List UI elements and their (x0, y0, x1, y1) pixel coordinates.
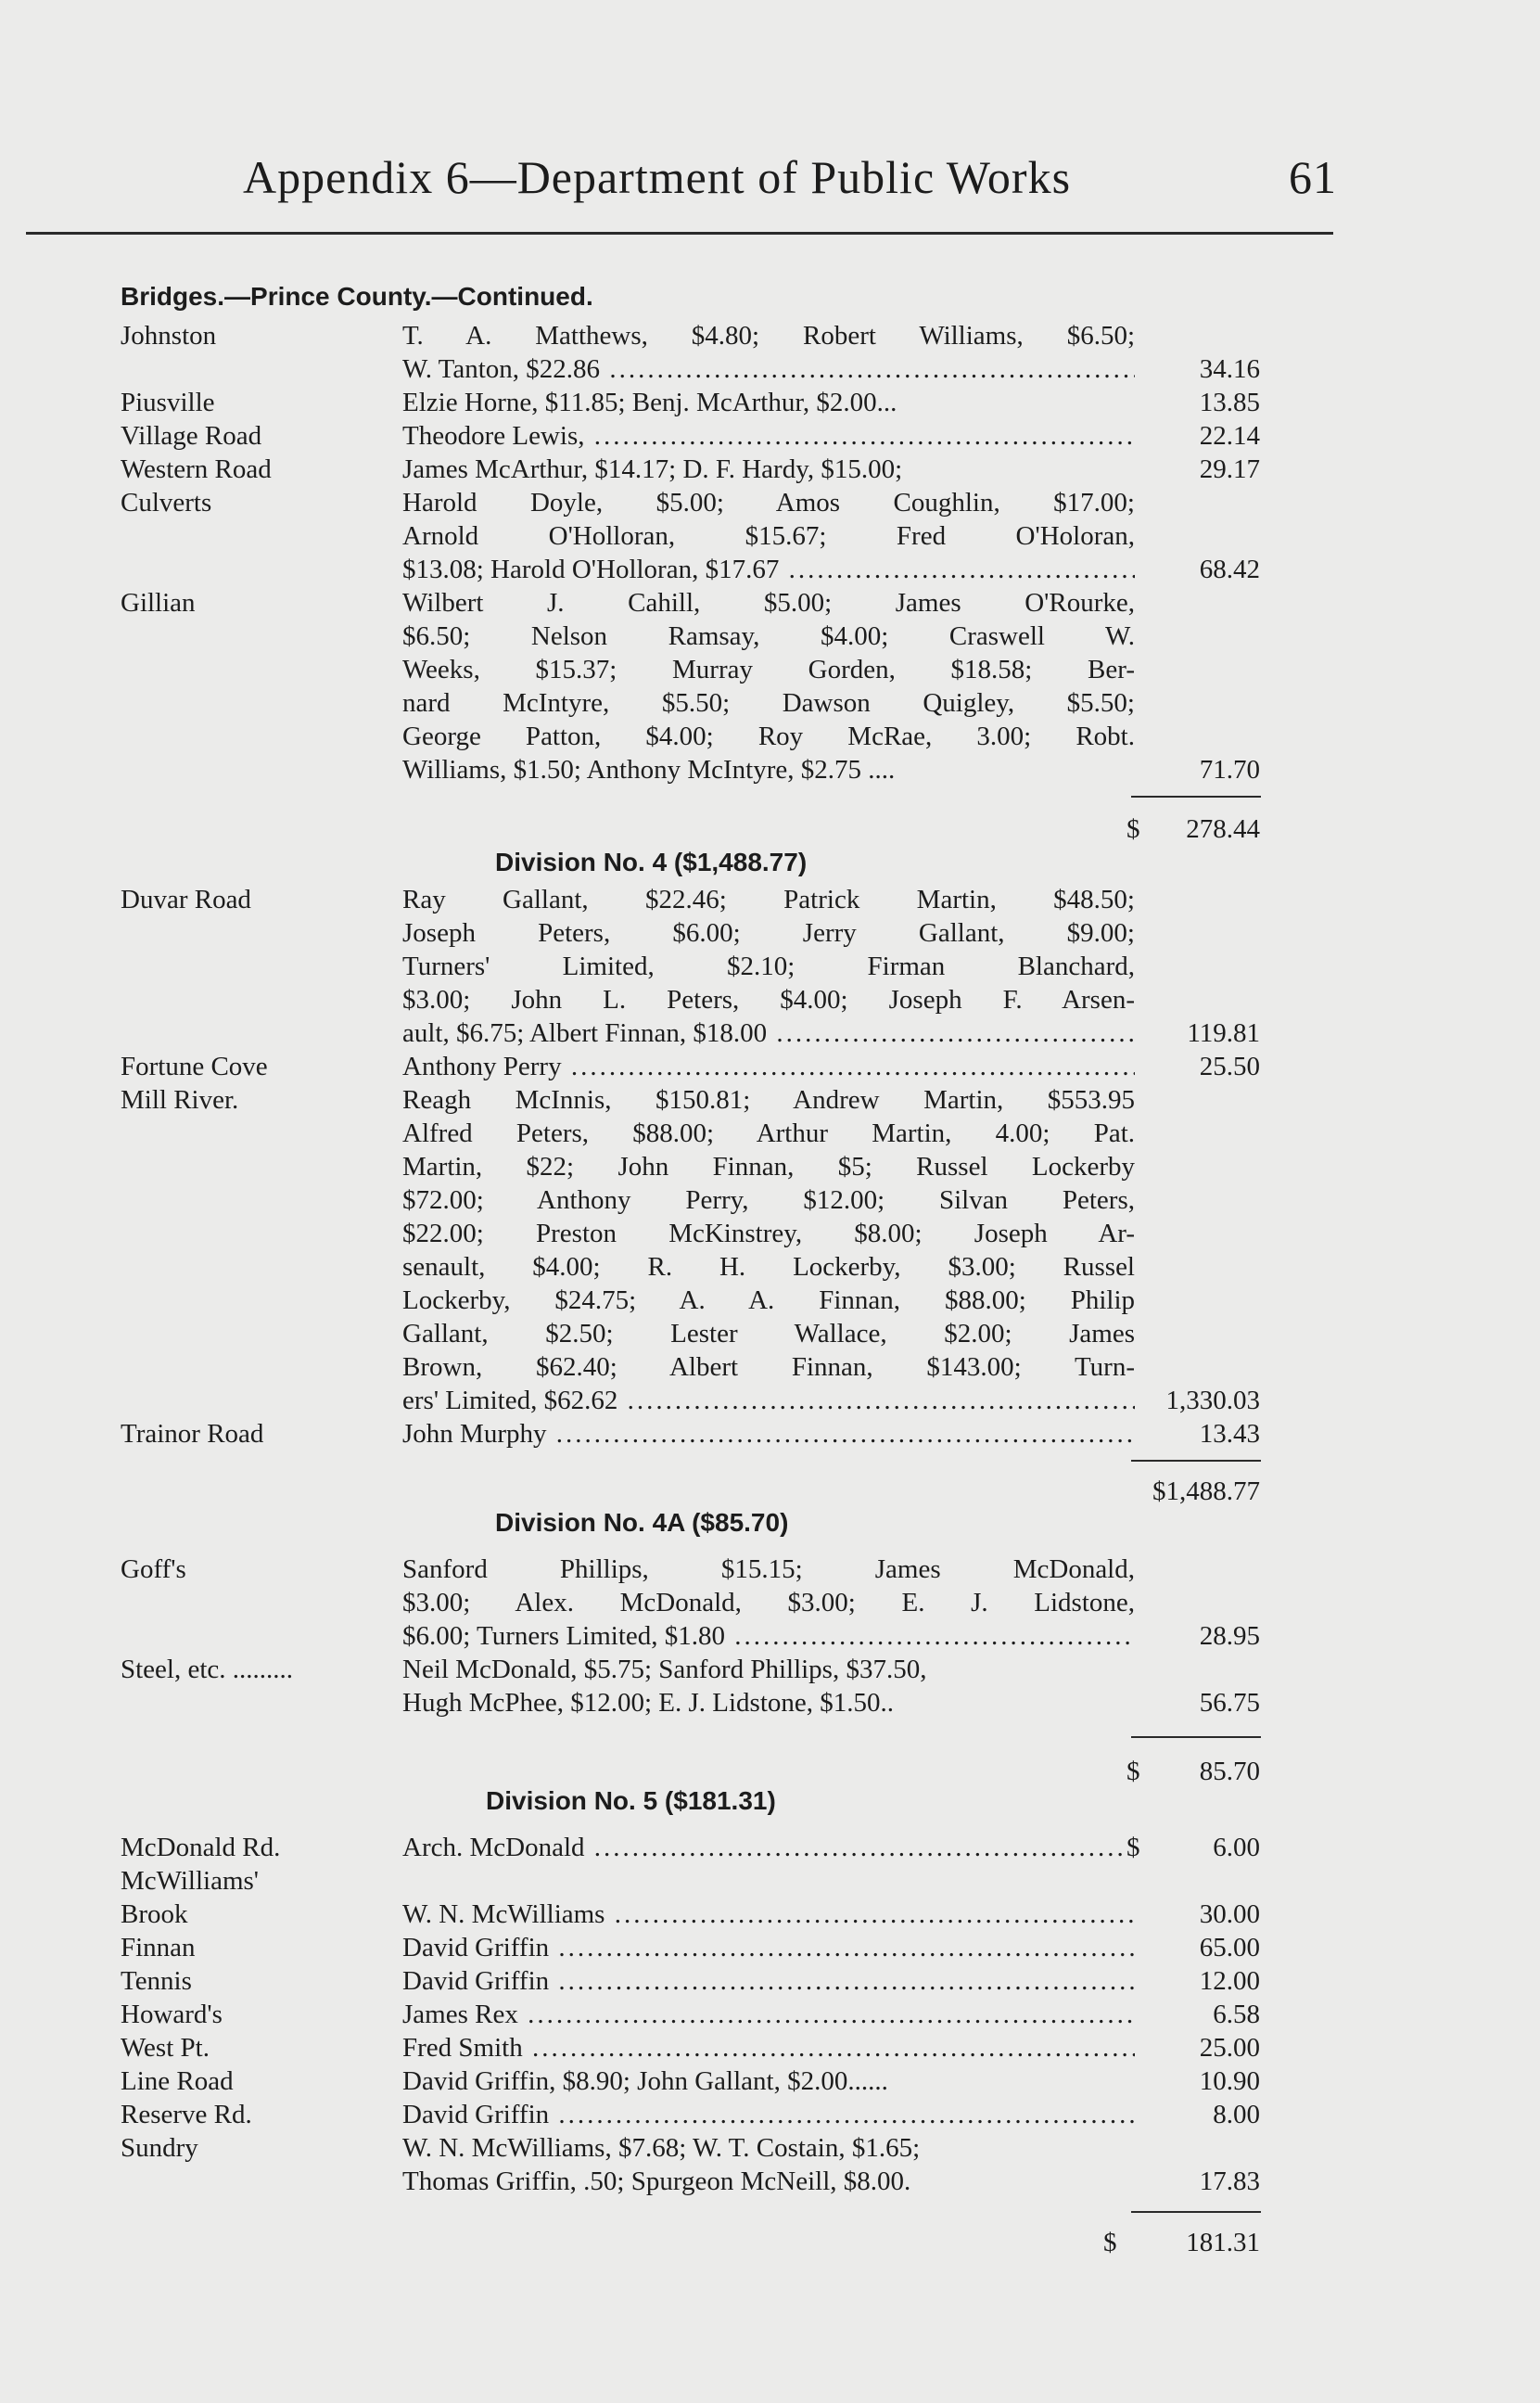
entry-desc: Elzie Horne, $11.85; Benj. McArthur, $2.00... (402, 388, 897, 417)
entry-desc: Gallant, $2.50; Lester Wallace, $2.00; James (402, 1319, 1135, 1348)
entry-desc: George Patton, $4.00; Roy McRae, 3.00; Robt. (402, 722, 1135, 751)
entry-desc: Hugh McPhee, $12.00; E. J. Lidstone, $1.50.. (402, 1688, 895, 1718)
entry-desc: David Griffin ..... (402, 1964, 1135, 1998)
table-row (0, 753, 1540, 786)
entry-desc: Martin, $22; John Finnan, $5; Russel Lockerby (402, 1152, 1135, 1182)
table-row (0, 352, 1540, 386)
division-heading: Division No. 5 ($181.31) (486, 1786, 776, 1815)
table-row (0, 419, 1540, 453)
entry-desc: David Griffin, $8.90; John Gallant, $2.00...... (402, 2066, 888, 2096)
entry-location: Tennis (121, 1966, 192, 1996)
table-row (0, 1317, 1540, 1350)
table-row (0, 453, 1540, 486)
entry-amount: 1,330.03 (1165, 1386, 1260, 1415)
header-rule (26, 232, 1333, 235)
entry-amount: 30.00 (1199, 1899, 1260, 1929)
entry-location: Gillian (121, 588, 196, 618)
table-row (0, 1898, 1540, 1931)
entry-amount: 71.70 (1199, 755, 1260, 785)
entry-location: Culverts (121, 488, 212, 518)
entry-desc: ers' Limited, $62.62 ..... (402, 1384, 1135, 1417)
entry-amount: 6.00 (1213, 1833, 1260, 1862)
entry-location: West Pt. (121, 2033, 210, 2063)
table-row (0, 653, 1540, 686)
entry-desc: W. N. McWilliams ..... (402, 1898, 1135, 1931)
dollar-sign: $ (1103, 2228, 1117, 2257)
entry-amount: 25.50 (1199, 1052, 1260, 1081)
entry-desc: Theodore Lewis, ..... (402, 419, 1135, 453)
entry-desc: $6.00; Turners Limited, $1.80 ..... (402, 1619, 1135, 1653)
table-row (0, 983, 1540, 1016)
page-header (243, 150, 1337, 215)
entry-desc: James Rex ..... (402, 1998, 1135, 2031)
sum-rule (1131, 2211, 1261, 2213)
table-row (0, 950, 1540, 983)
dollar-sign: $ (1126, 814, 1140, 844)
division-heading: Division No. 4 ($1,488.77) (495, 848, 808, 876)
table-row (0, 1831, 1540, 1864)
entry-desc: Arnold O'Holloran, $15.67; Fred O'Holoran, (402, 521, 1135, 551)
subtotal-row (0, 1755, 1540, 1788)
entry-desc: John Murphy ..... (402, 1417, 1135, 1451)
table-row (0, 1217, 1540, 1250)
entry-desc: $3.00; John L. Peters, $4.00; Joseph F. Arsen- (402, 985, 1135, 1015)
entry-desc: Fred Smith ..... (402, 2031, 1135, 2064)
entry-location: Duvar Road (121, 885, 251, 914)
entry-desc: $6.50; Nelson Ramsay, $4.00; Craswell W. (402, 621, 1135, 651)
subtotal-row (0, 2226, 1540, 2259)
dollar-sign: $ (1126, 1757, 1140, 1786)
entry-amount: 10.90 (1199, 2066, 1260, 2096)
entry-desc: David Griffin ..... (402, 2098, 1135, 2131)
entry-desc: Alfred Peters, $88.00; Arthur Martin, 4.00; Pat. (402, 1118, 1135, 1148)
table-row (0, 883, 1540, 916)
entry-location: McDonald Rd. (121, 1833, 281, 1862)
table-row (0, 1417, 1540, 1451)
entry-desc: $3.00; Alex. McDonald, $3.00; E. J. Lidstone, (402, 1588, 1135, 1617)
entry-desc: $72.00; Anthony Perry, $12.00; Silvan Peters, (402, 1185, 1135, 1215)
entry-desc: W. N. McWilliams, $7.68; W. T. Costain, $1.65; (402, 2133, 921, 2163)
table-row (0, 386, 1540, 419)
sum-rule (1131, 796, 1261, 798)
entry-amount: 6.58 (1213, 2000, 1260, 2029)
table-row (0, 1250, 1540, 1284)
section-title: Bridges.—Prince County.—Continued. (121, 282, 593, 311)
table-row (0, 486, 1540, 519)
table-row (0, 1586, 1540, 1619)
entry-desc: Turners' Limited, $2.10; Firman Blanchard, (402, 952, 1135, 981)
table-row (0, 1384, 1540, 1417)
sum-rule (1131, 1460, 1261, 1462)
table-row (0, 2031, 1540, 2064)
entry-amount: 17.83 (1199, 2167, 1260, 2196)
sum-rule (1131, 1736, 1261, 1738)
table-row (0, 2098, 1540, 2131)
entry-desc: Brown, $62.40; Albert Finnan, $143.00; Turn- (402, 1352, 1135, 1382)
subtotal-amount: 278.44 (1186, 814, 1260, 844)
entry-location: Sundry (121, 2133, 198, 2163)
entry-desc: Arch. McDonald ..... (402, 1831, 1122, 1864)
table-row (0, 1864, 1540, 1898)
table-row (0, 586, 1540, 620)
entry-desc: Reagh McInnis, $150.81; Andrew Martin, $553.95 (402, 1085, 1135, 1115)
division-heading: Division No. 4A ($85.70) (495, 1508, 789, 1537)
subtotal-row (0, 812, 1540, 846)
table-row (0, 1050, 1540, 1083)
table-row (0, 1150, 1540, 1183)
entry-location: Fortune Cove (121, 1052, 268, 1081)
entry-amount: 34.16 (1199, 354, 1260, 384)
entry-location: Howard's (121, 2000, 223, 2029)
entry-desc: Wilbert J. Cahill, $5.00; James O'Rourke, (402, 588, 1135, 618)
table-row (0, 1619, 1540, 1653)
table-row (0, 1083, 1540, 1117)
table-row (0, 1117, 1540, 1150)
table-row (0, 553, 1540, 586)
entry-desc: Ray Gallant, $22.46; Patrick Martin, $48.50; (402, 885, 1135, 914)
entry-desc: nard McIntyre, $5.50; Dawson Quigley, $5.50; (402, 688, 1135, 718)
table-row (0, 2165, 1540, 2198)
entry-location: Steel, etc. ......... (121, 1655, 294, 1684)
entry-desc: Harold Doyle, $5.00; Amos Coughlin, $17.00; (402, 488, 1135, 518)
subtotal-amount: $1,488.77 (1152, 1476, 1260, 1506)
entry-location: Mill River. (121, 1085, 239, 1115)
table-row (0, 1931, 1540, 1964)
entry-desc: $13.08; Harold O'Holloran, $17.67 ..... (402, 553, 1135, 586)
table-row (0, 1350, 1540, 1384)
entry-desc: T. A. Matthews, $4.80; Robert Williams, $6.50; (402, 321, 1135, 351)
table-row (0, 519, 1540, 553)
table-row (0, 1016, 1540, 1050)
entry-amount: 12.00 (1199, 1966, 1260, 1996)
entry-amount: 25.00 (1199, 2033, 1260, 2063)
entry-location: Goff's (121, 1554, 186, 1584)
entry-desc: Joseph Peters, $6.00; Jerry Gallant, $9.00; (402, 918, 1135, 948)
entry-location: Trainor Road (121, 1419, 264, 1449)
page-title: Appendix 6—Department of Public Works (243, 151, 1072, 203)
entry-desc: Sanford Phillips, $15.15; James McDonald, (402, 1554, 1135, 1584)
table-row (0, 1686, 1540, 1719)
entry-amount: 13.43 (1199, 1419, 1260, 1449)
table-row (0, 1553, 1540, 1586)
entry-amount: 28.95 (1199, 1621, 1260, 1651)
table-row (0, 686, 1540, 720)
entry-desc: Anthony Perry ..... (402, 1050, 1135, 1083)
entry-amount: 8.00 (1213, 2100, 1260, 2129)
table-row (0, 720, 1540, 753)
subtotal-amount: 85.70 (1199, 1757, 1260, 1786)
entry-location: Brook (121, 1899, 188, 1929)
entry-location: Piusville (121, 388, 215, 417)
entry-desc: Thomas Griffin, .50; Spurgeon McNeill, $8.00. (402, 2167, 911, 2196)
entry-desc: Williams, $1.50; Anthony McIntyre, $2.75 .... (402, 755, 896, 785)
entry-amount: 65.00 (1199, 1933, 1260, 1962)
table-row (0, 1998, 1540, 2031)
entry-location: Johnston (121, 321, 217, 351)
entry-amount: 13.85 (1199, 388, 1260, 417)
page-number: 61 (1289, 151, 1337, 203)
entry-desc: $22.00; Preston McKinstrey, $8.00; Joseph Ar- (402, 1219, 1135, 1248)
dollar-sign: $ (1126, 1833, 1140, 1862)
entry-desc: David Griffin ..... (402, 1931, 1135, 1964)
entry-location: Reserve Rd. (121, 2100, 252, 2129)
table-row (0, 916, 1540, 950)
subtotal-row (0, 1475, 1540, 1508)
entry-amount: 22.14 (1199, 421, 1260, 451)
table-row (0, 620, 1540, 653)
table-row (0, 1653, 1540, 1686)
entry-location: Line Road (121, 2066, 234, 2096)
entry-location: Western Road (121, 454, 272, 484)
entry-amount: 68.42 (1199, 555, 1260, 584)
table-row (0, 319, 1540, 352)
entry-location: McWilliams' (121, 1866, 260, 1896)
table-row (0, 2064, 1540, 2098)
subtotal-amount: 181.31 (1186, 2228, 1260, 2257)
entry-desc: James McArthur, $14.17; D. F. Hardy, $15.00; (402, 454, 903, 484)
entry-amount: 56.75 (1199, 1688, 1260, 1718)
table-row (0, 1183, 1540, 1217)
table-row (0, 2131, 1540, 2165)
entry-amount: 119.81 (1187, 1018, 1260, 1048)
entry-desc: Neil McDonald, $5.75; Sanford Phillips, $37.50, (402, 1655, 927, 1684)
entry-desc: senault, $4.00; R. H. Lockerby, $3.00; Russel (402, 1252, 1135, 1282)
table-row (0, 1964, 1540, 1998)
entry-desc: Lockerby, $24.75; A. A. Finnan, $88.00; Philip (402, 1285, 1135, 1315)
entry-amount: 29.17 (1199, 454, 1260, 484)
entry-desc: Weeks, $15.37; Murray Gorden, $18.58; Ber- (402, 655, 1135, 684)
entry-desc: W. Tanton, $22.86 ..... (402, 352, 1135, 386)
table-row (0, 1284, 1540, 1317)
entry-location: Village Road (121, 421, 262, 451)
entry-desc: ault, $6.75; Albert Finnan, $18.00 ..... (402, 1016, 1135, 1050)
entry-location: Finnan (121, 1933, 196, 1962)
